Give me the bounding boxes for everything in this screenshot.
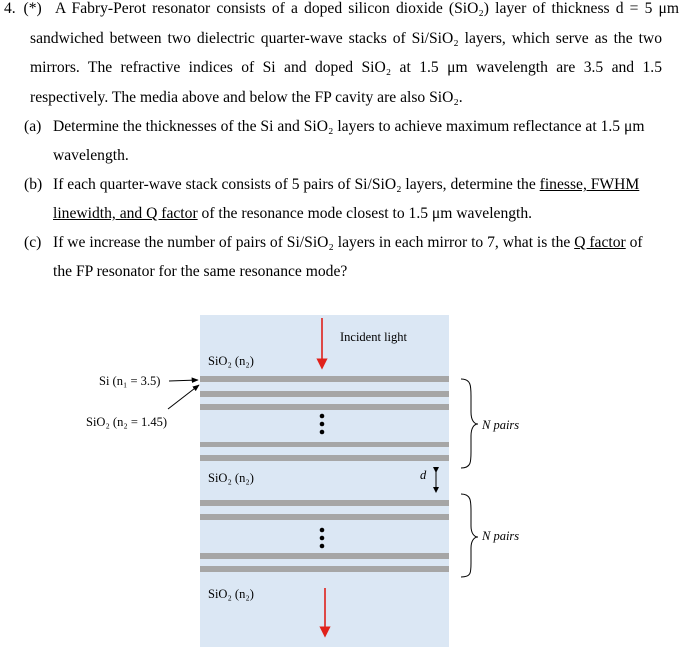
ellipsis-dots-top (320, 414, 325, 435)
sio2-top-label: SiO₂ (n₂) (208, 354, 254, 368)
part-c-line-1: If we increase the number of pairs of Si/SiO₂ layers in each mirror to 7, what is the Q factor of (53, 234, 643, 251)
si-layer (200, 500, 449, 506)
si-index-label: Si (n₁ = 3.5) (99, 374, 161, 388)
si-layer (200, 553, 449, 559)
n-pairs-bottom-label: N pairs (482, 529, 520, 543)
sio2-index-label: SiO₂ (n₂ = 1.45) (86, 415, 168, 429)
sio2-pointer-arrow (168, 385, 199, 409)
q-factor-text: Q factor (574, 234, 626, 251)
part-a-line-2: wavelength. (53, 147, 129, 164)
problem-line-2: sandwiched between two dielectric quarter-wave stacks of Si/SiO₂ layers, which serve as the two (30, 30, 662, 47)
si-layer (200, 376, 449, 382)
sio2-bottom-label: SiO₂ (n₂) (208, 587, 254, 601)
d-thickness-label: d (420, 468, 427, 482)
brace-top (461, 379, 478, 468)
si-layer (200, 391, 449, 397)
problem-line-3: mirrors. The refractive indices of Si and doped SiO₂ at 1.5 μm wavelength are 3.5 and 1.5 (30, 59, 662, 76)
part-b-label: (b) (24, 176, 43, 193)
finesse-fwhm-text: finesse, FWHM (539, 176, 640, 193)
incident-light-label: Incident light (340, 330, 407, 344)
si-layer (200, 455, 449, 461)
star-marker: (*) (23, 0, 42, 17)
part-c-label: (c) (24, 234, 42, 251)
si-layer (200, 514, 449, 520)
sio2-mid-label: SiO₂ (n₂) (208, 471, 254, 485)
problem-number: 4. (*) (4, 0, 42, 17)
ellipsis-dots-bottom (320, 528, 325, 549)
part-c-line-2: the FP resonator for the same resonance mode? (53, 263, 348, 280)
part-a-label: (a) (24, 118, 42, 135)
part-b-line-1: If each quarter-wave stack consists of 5 pairs of Si/SiO₂ layers, determine the finesse, FWHM (53, 176, 640, 193)
part-a-line-1: Determine the thicknesses of the Si and SiO₂ layers to achieve maximum reflectance at 1.5 μm (53, 118, 645, 135)
si-layer (200, 442, 449, 447)
linewidth-q-text: linewidth, and Q factor (53, 205, 198, 222)
problem-line-1: A Fabry-Perot resonator consists of a doped silicon dioxide (SiO₂) layer of thickness d = 5 μm (55, 0, 679, 17)
part-b-line-2: linewidth, and Q factor of the resonance mode closest to 1.5 μm wavelength. (53, 205, 533, 222)
si-layer (200, 404, 449, 410)
n-pairs-top-label: N pairs (482, 418, 520, 432)
si-pointer-arrow (169, 380, 198, 381)
brace-bottom (461, 494, 478, 577)
problem-line-4: respectively. The media above and below the FP cavity are also SiO₂. (30, 89, 463, 106)
si-layer (200, 566, 449, 572)
